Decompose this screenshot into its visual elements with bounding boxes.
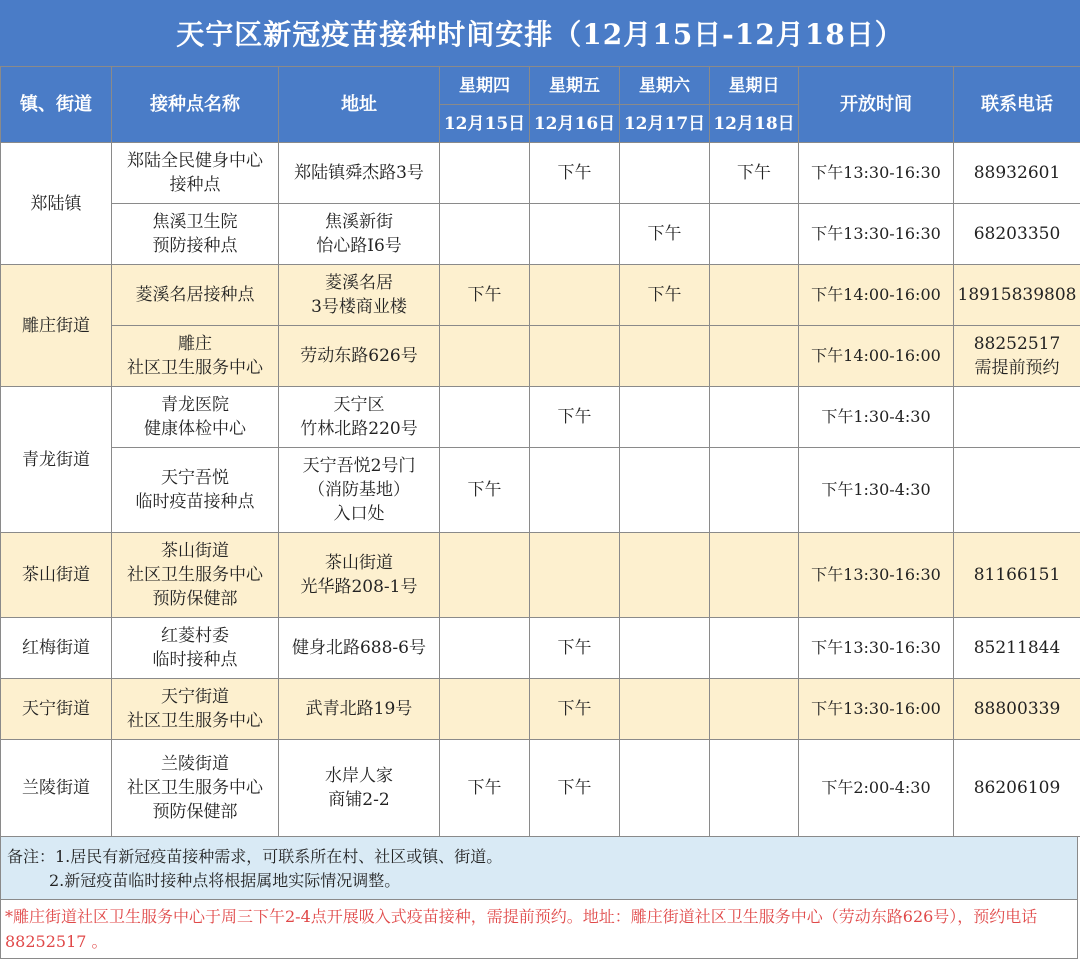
day-cell: 下午 bbox=[440, 448, 530, 533]
cell-line: 社区卫生服务中心 bbox=[127, 565, 263, 585]
day-cell bbox=[440, 387, 530, 448]
cell-line: 菱溪名居 bbox=[325, 273, 393, 293]
site-cell bbox=[112, 740, 279, 837]
header-date: 12月18日 bbox=[710, 105, 799, 143]
day-cell: 下午 bbox=[440, 265, 530, 326]
cell-line: 兰陵街道 bbox=[161, 754, 229, 774]
day-cell bbox=[620, 387, 710, 448]
day-cell bbox=[530, 204, 620, 265]
cell-line: 入口处 bbox=[333, 504, 385, 524]
day-cell: 下午 bbox=[710, 143, 799, 204]
day-cell: 下午 bbox=[620, 204, 710, 265]
cell-line: 天宁街道 bbox=[161, 687, 229, 707]
day-cell bbox=[620, 618, 710, 679]
site-cell bbox=[112, 618, 279, 679]
address-cell bbox=[279, 533, 440, 618]
table-row bbox=[1, 204, 1080, 265]
address-cell bbox=[279, 618, 440, 679]
day-cell: 下午 bbox=[530, 618, 620, 679]
header-site: 接种点名称 bbox=[112, 67, 279, 143]
cell-line: 健康体检中心 bbox=[144, 419, 246, 439]
cell-line: 社区卫生服务中心 bbox=[127, 358, 263, 378]
open-time-cell: 下午13:30-16:30 bbox=[799, 533, 954, 618]
day-cell bbox=[710, 618, 799, 679]
day-cell bbox=[710, 265, 799, 326]
header-town: 镇、街道 bbox=[1, 67, 112, 143]
day-cell bbox=[620, 679, 710, 740]
header-address: 地址 bbox=[279, 67, 440, 143]
day-cell bbox=[710, 326, 799, 387]
day-cell bbox=[440, 679, 530, 740]
cell-line: 预防接种点 bbox=[152, 236, 238, 256]
cell-line: 劳动东路626号 bbox=[300, 346, 418, 366]
schedule-table bbox=[0, 66, 1080, 837]
town-cell: 郑陆镇 bbox=[1, 143, 112, 265]
cell-line: 武青北路19号 bbox=[305, 699, 413, 719]
header-weekday: 星期四 bbox=[440, 67, 530, 105]
day-cell bbox=[710, 533, 799, 618]
open-time-cell: 下午2:00-4:30 bbox=[799, 740, 954, 837]
cell-line: 3号楼商业楼 bbox=[311, 297, 407, 317]
table-row bbox=[1, 143, 1080, 204]
town-cell: 青龙街道 bbox=[1, 387, 112, 533]
header-phone: 联系电话 bbox=[954, 67, 1080, 143]
site-cell bbox=[112, 448, 279, 533]
cell-line: 焦溪新街 bbox=[325, 212, 393, 232]
day-cell bbox=[530, 265, 620, 326]
cell-line: 菱溪名居接种点 bbox=[135, 285, 255, 305]
day-cell: 下午 bbox=[530, 679, 620, 740]
cell-line: 预防保健部 bbox=[152, 802, 238, 822]
day-cell bbox=[710, 679, 799, 740]
table-row bbox=[1, 740, 1080, 837]
cell-line: 商铺2-2 bbox=[328, 790, 390, 810]
day-cell bbox=[530, 448, 620, 533]
site-cell bbox=[112, 326, 279, 387]
day-cell bbox=[620, 740, 710, 837]
cell-line: 81166151 bbox=[973, 565, 1061, 585]
cell-line: 郑陆全民健身中心 bbox=[127, 151, 263, 171]
site-cell bbox=[112, 265, 279, 326]
cell-line: 天宁吾悦2号门 bbox=[302, 456, 416, 476]
phone-cell bbox=[954, 387, 1080, 448]
day-cell: 下午 bbox=[620, 265, 710, 326]
phone-cell bbox=[954, 679, 1080, 740]
open-time-cell: 下午14:00-16:00 bbox=[799, 326, 954, 387]
site-cell bbox=[112, 387, 279, 448]
open-time-cell: 下午14:00-16:00 bbox=[799, 265, 954, 326]
cell-line: 86206109 bbox=[973, 778, 1061, 798]
table-row bbox=[1, 326, 1080, 387]
table-row bbox=[1, 387, 1080, 448]
day-cell: 下午 bbox=[440, 740, 530, 837]
town-cell: 兰陵街道 bbox=[1, 740, 112, 837]
inhaled-vaccine-notice: *雕庄街道社区卫生服务中心于周三下午2-4点开展吸入式疫苗接种，需提前预约。地址：雕庄街道社区卫生服务中心（劳动东路626号），预约电话88252517 。 bbox=[0, 900, 1078, 959]
open-time-cell: 下午13:30-16:30 bbox=[799, 143, 954, 204]
cell-line: 光华路208-1号 bbox=[300, 577, 418, 597]
cell-line: 18915839808 bbox=[957, 285, 1077, 305]
header-weekday: 星期五 bbox=[530, 67, 620, 105]
address-cell bbox=[279, 326, 440, 387]
open-time-cell: 下午13:30-16:30 bbox=[799, 204, 954, 265]
table-row bbox=[1, 679, 1080, 740]
phone-cell bbox=[954, 143, 1080, 204]
note-line: 备注：1.居民有新冠疫苗接种需求，可联系所在村、社区或镇、街道。 bbox=[7, 847, 503, 866]
day-cell: 下午 bbox=[530, 143, 620, 204]
notes-box bbox=[0, 836, 1078, 900]
day-cell bbox=[530, 533, 620, 618]
cell-line: 85211844 bbox=[973, 638, 1061, 658]
cell-line: 88252517 bbox=[973, 334, 1061, 354]
header-date: 12月15日 bbox=[440, 105, 530, 143]
day-cell bbox=[620, 326, 710, 387]
cell-line: 水岸人家 bbox=[325, 766, 393, 786]
cell-line: 预防保健部 bbox=[152, 589, 238, 609]
cell-line: 天宁吾悦 bbox=[161, 468, 229, 488]
address-cell bbox=[279, 143, 440, 204]
header-date: 12月16日 bbox=[530, 105, 620, 143]
day-cell bbox=[440, 143, 530, 204]
cell-line: （消防基地） bbox=[308, 480, 410, 500]
site-cell bbox=[112, 204, 279, 265]
town-cell: 红梅街道 bbox=[1, 618, 112, 679]
day-cell bbox=[440, 204, 530, 265]
table-row bbox=[1, 448, 1080, 533]
address-cell bbox=[279, 740, 440, 837]
open-time-cell: 下午1:30-4:30 bbox=[799, 387, 954, 448]
day-cell bbox=[530, 326, 620, 387]
cell-line: 需提前预约 bbox=[974, 358, 1060, 378]
cell-line: 接种点 bbox=[169, 175, 221, 195]
site-cell bbox=[112, 533, 279, 618]
table-row bbox=[1, 265, 1080, 326]
day-cell bbox=[440, 326, 530, 387]
cell-line: 88800339 bbox=[973, 699, 1061, 719]
day-cell bbox=[620, 533, 710, 618]
cell-line: 临时接种点 bbox=[152, 650, 238, 670]
header-date: 12月17日 bbox=[620, 105, 710, 143]
day-cell bbox=[710, 448, 799, 533]
day-cell bbox=[440, 533, 530, 618]
open-time-cell: 下午1:30-4:30 bbox=[799, 448, 954, 533]
address-cell bbox=[279, 265, 440, 326]
address-cell bbox=[279, 679, 440, 740]
phone-cell bbox=[954, 740, 1080, 837]
cell-line: 社区卫生服务中心 bbox=[127, 778, 263, 798]
cell-line: 茶山街道 bbox=[161, 541, 229, 561]
cell-line: 竹林北路220号 bbox=[300, 419, 418, 439]
phone-cell bbox=[954, 618, 1080, 679]
cell-line: 茶山街道 bbox=[325, 553, 393, 573]
cell-line: 青龙医院 bbox=[161, 395, 229, 415]
day-cell bbox=[620, 143, 710, 204]
cell-line: 郑陆镇舜杰路3号 bbox=[294, 163, 424, 183]
phone-cell bbox=[954, 204, 1080, 265]
town-cell: 天宁街道 bbox=[1, 679, 112, 740]
page-title: 天宁区新冠疫苗接种时间安排（12月15日-12月18日） bbox=[0, 0, 1080, 66]
cell-line: 雕庄 bbox=[178, 334, 212, 354]
day-cell bbox=[710, 740, 799, 837]
cell-line: 红菱村委 bbox=[161, 626, 229, 646]
day-cell bbox=[620, 448, 710, 533]
cell-line: 天宁区 bbox=[333, 395, 385, 415]
cell-line: 社区卫生服务中心 bbox=[127, 711, 263, 731]
site-cell bbox=[112, 679, 279, 740]
town-cell: 雕庄街道 bbox=[1, 265, 112, 387]
cell-line: 健身北路688-6号 bbox=[291, 638, 426, 658]
day-cell bbox=[710, 204, 799, 265]
address-cell bbox=[279, 448, 440, 533]
phone-cell bbox=[954, 448, 1080, 533]
schedule-body bbox=[1, 143, 1080, 837]
phone-cell bbox=[954, 265, 1080, 326]
header-open-time: 开放时间 bbox=[799, 67, 954, 143]
address-cell bbox=[279, 204, 440, 265]
open-time-cell: 下午13:30-16:30 bbox=[799, 618, 954, 679]
phone-cell bbox=[954, 326, 1080, 387]
day-cell: 下午 bbox=[530, 387, 620, 448]
open-time-cell: 下午13:30-16:00 bbox=[799, 679, 954, 740]
day-cell: 下午 bbox=[530, 740, 620, 837]
table-row bbox=[1, 533, 1080, 618]
cell-line: 焦溪卫生院 bbox=[152, 212, 238, 232]
cell-line: 68203350 bbox=[973, 224, 1061, 244]
header-weekday: 星期六 bbox=[620, 67, 710, 105]
address-cell bbox=[279, 387, 440, 448]
day-cell bbox=[440, 618, 530, 679]
site-cell bbox=[112, 143, 279, 204]
day-cell bbox=[710, 387, 799, 448]
town-cell: 茶山街道 bbox=[1, 533, 112, 618]
cell-line: 怡心路I6号 bbox=[316, 236, 402, 256]
phone-cell bbox=[954, 533, 1080, 618]
cell-line: 88932601 bbox=[973, 163, 1061, 183]
header-weekday: 星期日 bbox=[710, 67, 799, 105]
note-line: 2.新冠疫苗临时接种点将根据属地实际情况调整。 bbox=[49, 871, 401, 890]
cell-line: 临时疫苗接种点 bbox=[135, 492, 255, 512]
table-row bbox=[1, 618, 1080, 679]
